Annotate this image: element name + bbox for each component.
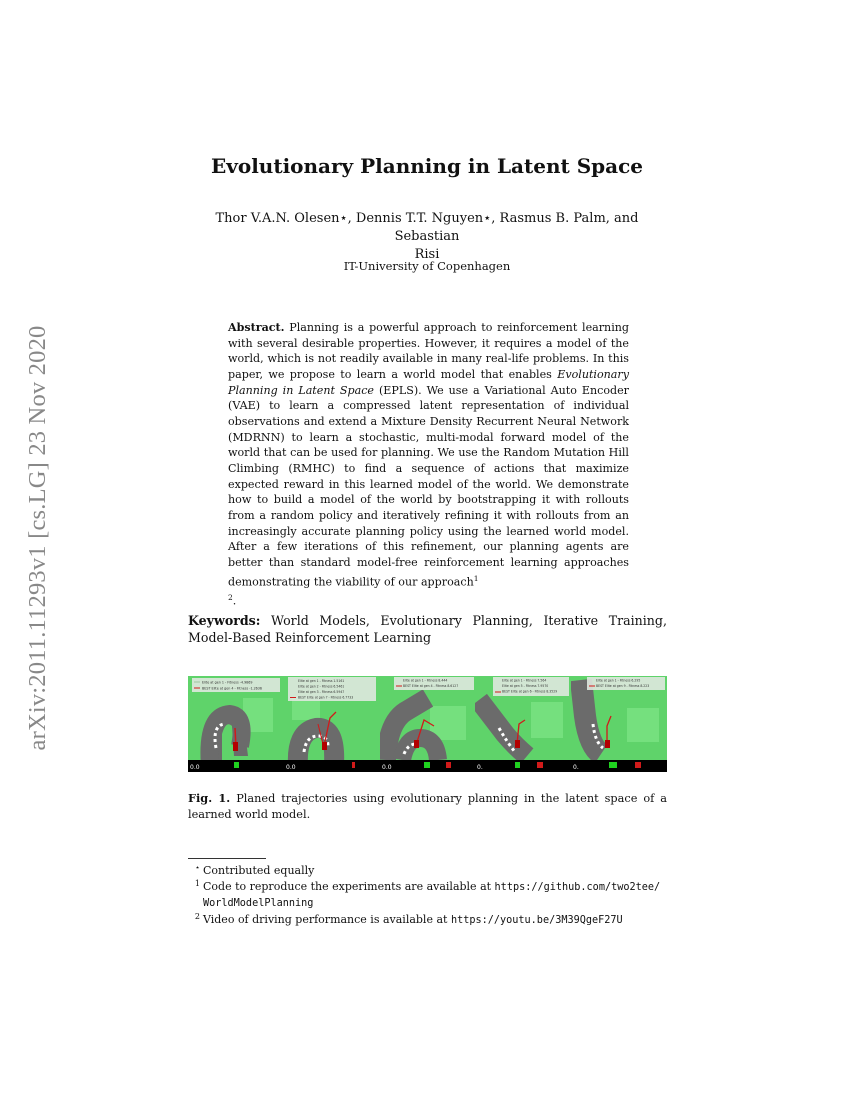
- hud-gauge: [609, 762, 617, 768]
- legend-entry: BEST Elite at gen 4 - Fitness -1.2636: [202, 686, 262, 691]
- figure-panel-4: [475, 676, 571, 772]
- panel-3-scene: [380, 676, 476, 772]
- author-line-1: Thor V.A.N. Olesen⋆, Dennis T.T. Nguyen⋆, Rasmus B. Palm, and Sebastian: [215, 211, 639, 244]
- figure-panel-2: [284, 676, 380, 772]
- legend-entry: BEST Elite at gen 4 - Fitness 8.6127: [402, 684, 458, 688]
- keywords-label: Keywords:: [188, 613, 261, 628]
- footnote-text: Code to reproduce the experiments are available at: [203, 879, 495, 893]
- footnote-star: [188, 863, 667, 879]
- car: [515, 740, 520, 748]
- abstract: [228, 320, 629, 609]
- abstract-label: Abstract.: [228, 321, 285, 334]
- car: [322, 742, 327, 750]
- footnote-2: [188, 912, 667, 929]
- hud-gauge: [352, 762, 355, 768]
- caption-label: Fig. 1.: [188, 791, 231, 805]
- hud-readout: 0.0: [285, 764, 296, 771]
- hud-readout: 0.0: [381, 764, 392, 771]
- hud-gauge: [234, 762, 239, 768]
- car: [414, 740, 419, 748]
- footnote-mark: ⋆: [194, 863, 200, 872]
- code-link-cont[interactable]: WorldModelPlanning: [203, 898, 314, 909]
- keywords: [188, 612, 667, 646]
- abstract-emphasis: Evolutionary Planning in Latent Space: [228, 367, 629, 397]
- keywords-text: World Models, Evolutionary Planning, Iterative Training, Model-Based Reinforcement Learning: [188, 613, 667, 645]
- footnote-1: [188, 879, 667, 912]
- figure-caption: [188, 790, 667, 823]
- legend-entry: BEST Elite at gen 7 - Fitness 6.7733: [297, 695, 353, 700]
- footnote-rule: [188, 858, 266, 859]
- caption-text: Planed trajectories using evolutionary planning in the latent space of a learned world model.: [188, 792, 668, 821]
- hud-bar: [475, 760, 571, 772]
- legend-entry: BEST Elite at gen 6 - Fitness 8.3529: [502, 689, 558, 694]
- abstract-text-2: (EPLS). We use a Variational Auto Encoder (VAE) to learn a compressed latent representation of individual observations and extend a Mixture Density Recurrent Neural Network (MDRNN) to learn a stochastic, multi-modal forward model of the world that can be used for planning. We use the Random Mutation Hill Climbing (RMHC) to find a sequence of actions that maximize expected reward in this learned model of the world. We demonstrate how to build a model of the world by bootstrapping it with rollouts from a random policy and iteratively refining it with rollouts from an increasingly accurate planning policy using the learned world model. After a few iterations of this refinement, our planning agents are better than standard model-free reinforcement learning approaches demonstrating the viability of our approach: [228, 383, 629, 589]
- car: [233, 742, 238, 751]
- panel-2-scene: [284, 676, 380, 772]
- footnote-body: [203, 879, 667, 912]
- car: [605, 740, 610, 748]
- footnote-body: [203, 912, 667, 929]
- panel-1-scene: [188, 676, 284, 772]
- legend-entry: Elite at gen 2 - Fitness 6.5461: [297, 684, 345, 689]
- hud-readout: 0.: [477, 764, 484, 771]
- hud-bar: [571, 760, 667, 772]
- video-link[interactable]: https://youtu.be/3M39QgeF27U: [450, 914, 623, 926]
- legend-entry: Elite at gen 5 - Fitness 7.9570: [502, 684, 549, 688]
- footnote-text: Contributed equally: [203, 864, 315, 877]
- hud-readout: 0.: [573, 764, 579, 771]
- abstract-footnote-ref-1: 1: [473, 573, 479, 583]
- paper-title: Evolutionary Planning in Latent Space: [210, 154, 644, 178]
- affiliation: IT-University of Copenhagen: [343, 259, 511, 273]
- legend-entry: Elite at gen 1 - Fitness 8.444: [402, 678, 447, 683]
- figure-1: [188, 676, 667, 772]
- hud-gauge: [424, 762, 430, 768]
- abstract-text-1: Planning is a powerful approach to reinforcement learning with several desirable properties. However, it requires a model of the world, which is not readily available in many real-life problems. In this paper, we propose to learn a world model that enables: [228, 321, 629, 381]
- legend-entry: Elite at gen 1 - Fitness -4.9869: [202, 680, 253, 685]
- footnote-text: Video of driving performance is available at: [203, 912, 451, 926]
- figure-panel-1: [188, 676, 284, 772]
- grass-patch: [531, 702, 563, 738]
- legend-entry: Elite at gen 1 - Fitness 6.295: [596, 678, 641, 683]
- author-list: [186, 210, 668, 264]
- hud-gauge-2: [446, 762, 451, 768]
- legend-entry: BEST Elite at gen 9 - Fitness 8.223: [596, 684, 650, 688]
- grass-patch: [627, 708, 659, 742]
- footnote-mark: 2: [194, 911, 200, 921]
- footnotes: [188, 863, 667, 928]
- panel-4-scene: [475, 676, 571, 772]
- legend-entry: Elite at gen 3 - Fitness 6.5947: [297, 690, 345, 694]
- abstract-end: .: [232, 594, 237, 608]
- panel-5-scene: [571, 676, 667, 772]
- hud-bar: [284, 760, 380, 772]
- author-line-2: Risi: [414, 247, 440, 262]
- footnote-mark: 1: [194, 878, 200, 888]
- legend-entry: Elite at gen 1 - Fitness 1.5161: [297, 679, 345, 683]
- code-link[interactable]: https://github.com/two2tee/: [494, 881, 661, 893]
- figure-panel-5: [571, 676, 667, 772]
- arxiv-identifier-stamp: arXiv:2011.11293v1 [cs.LG] 23 Nov 2020: [24, 325, 51, 751]
- figure-panel-3: [380, 676, 476, 772]
- hud-gauge-2: [635, 762, 641, 768]
- abstract-footnote-ref-2: 2: [228, 592, 233, 602]
- legend-entry: Elite at gen 1 - Fitness 7.564: [502, 678, 547, 683]
- hud-gauge: [515, 762, 520, 768]
- hud-gauge-2: [537, 762, 543, 768]
- hud-readout: 0.0: [190, 764, 200, 771]
